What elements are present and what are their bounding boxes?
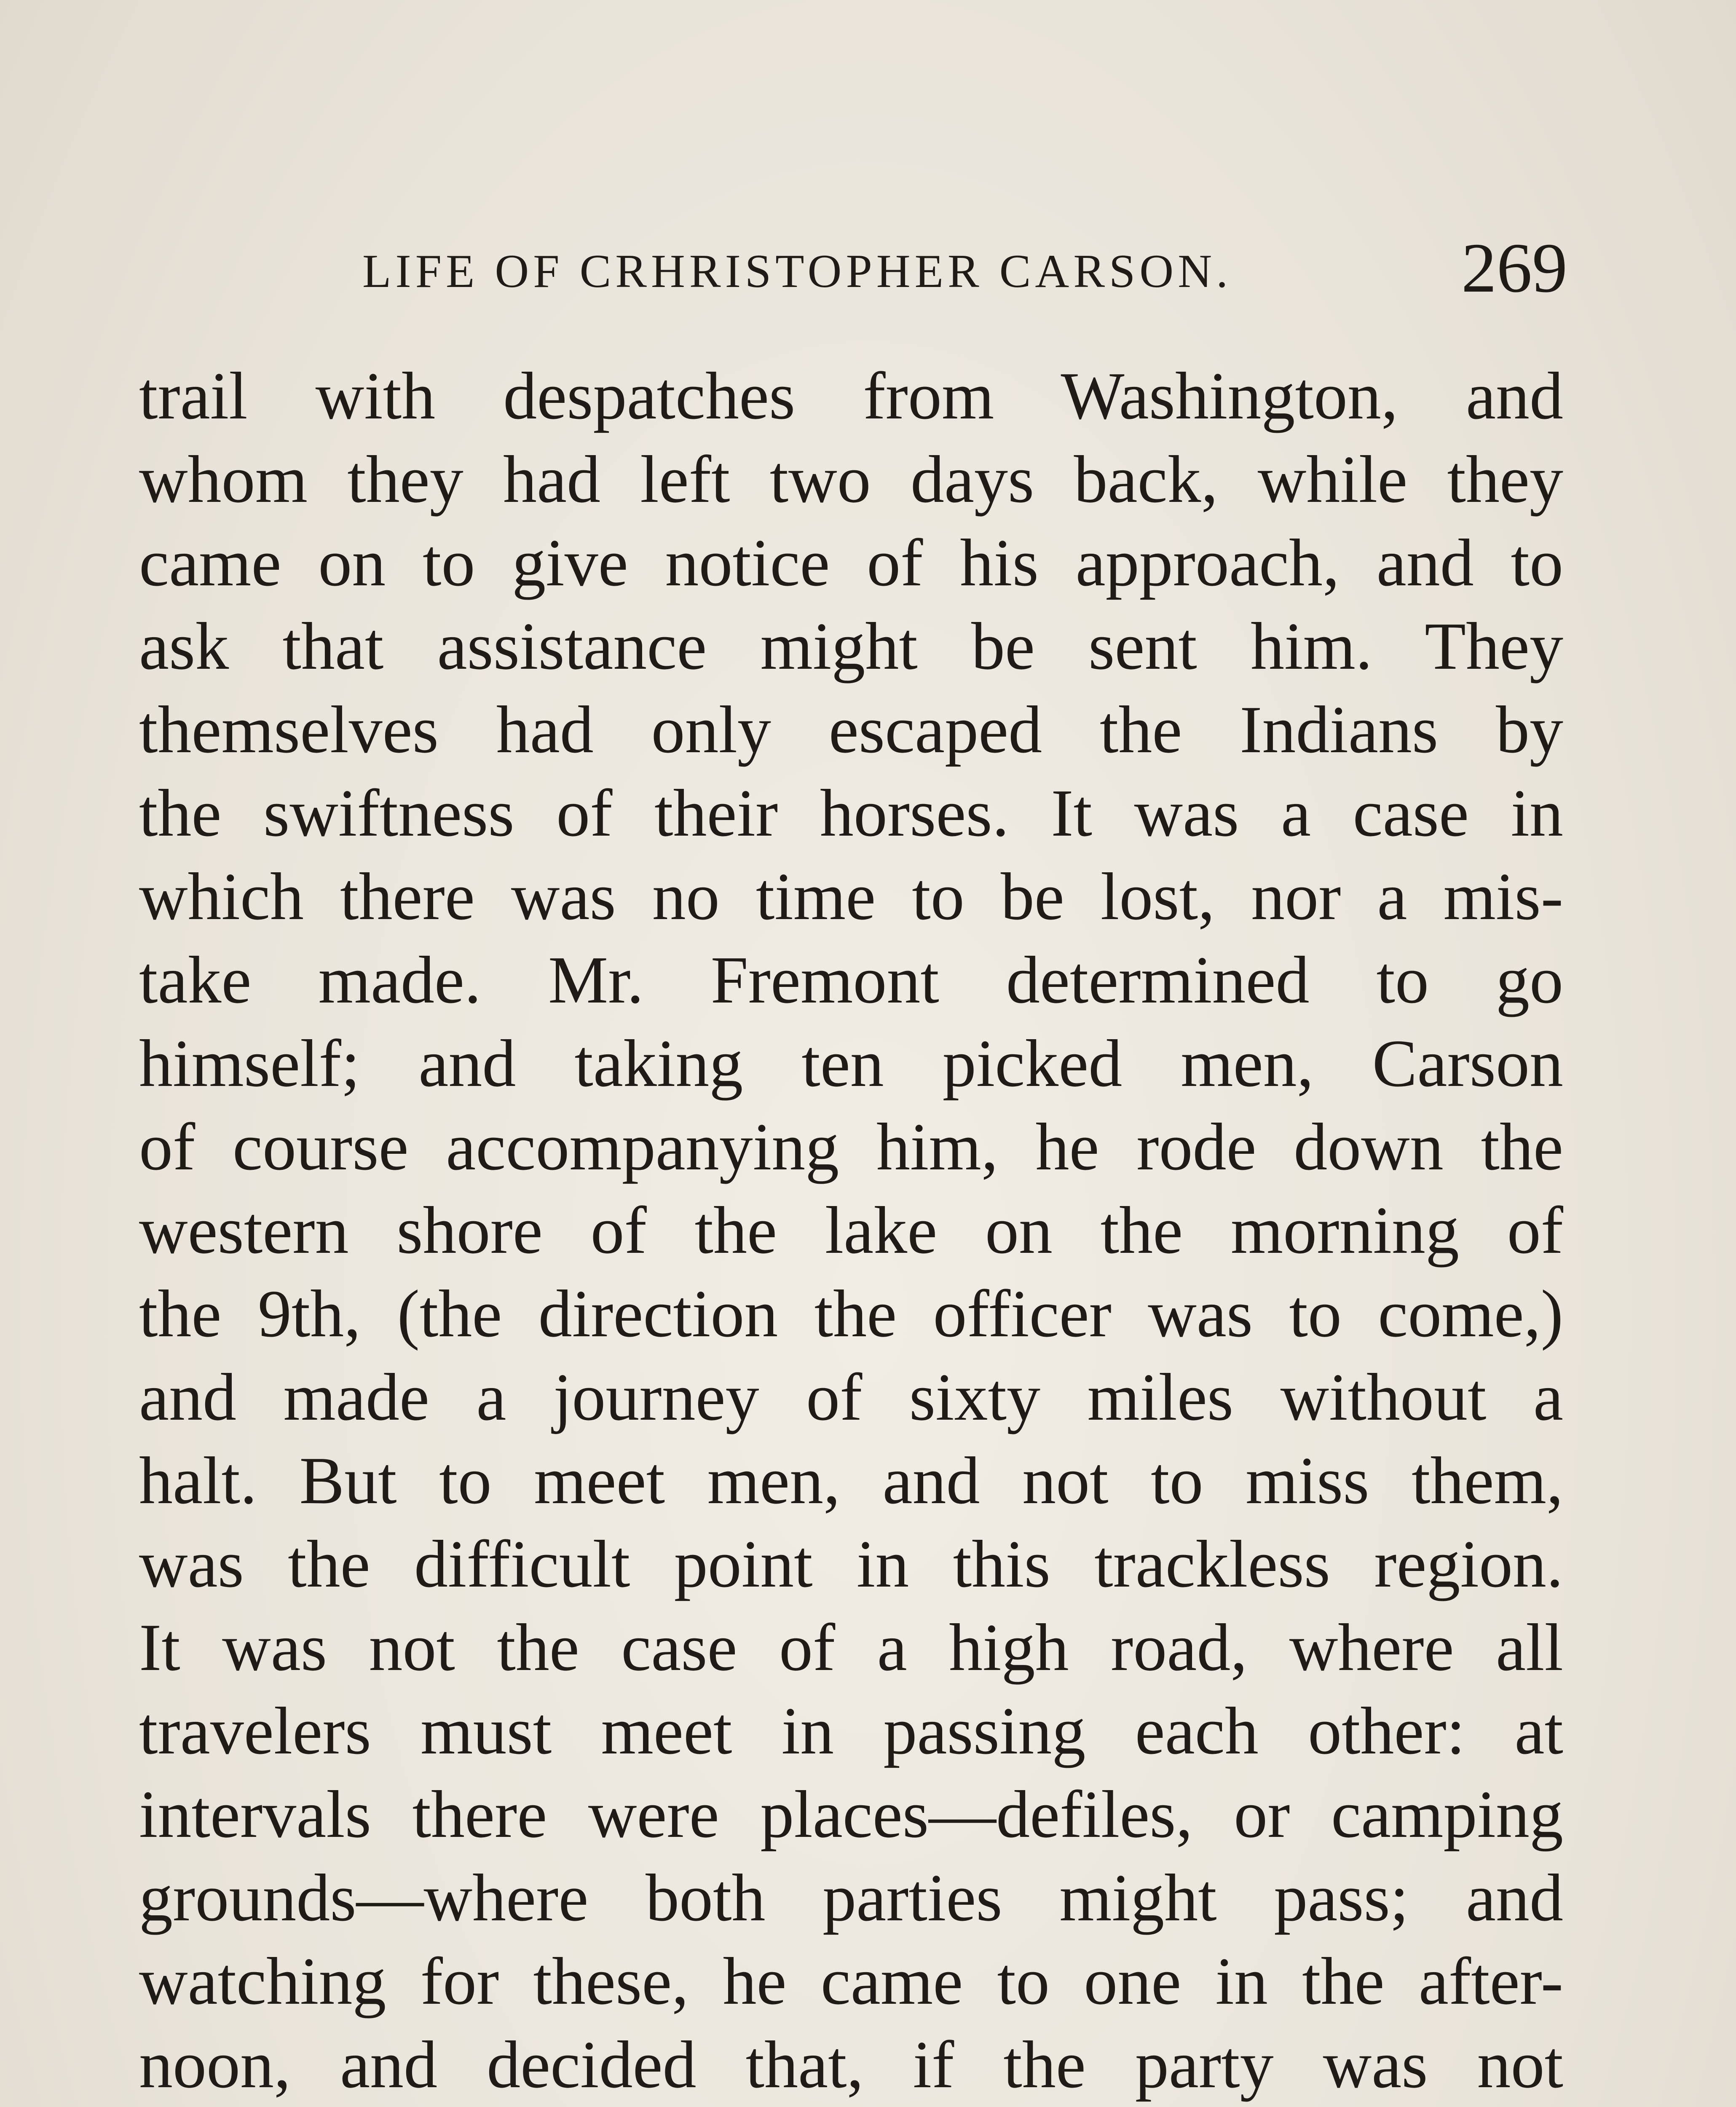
running-title: LIFE OF CRHRISTOPHER CARSON. <box>362 245 1232 298</box>
text-line: It was not the case of a high road, where all <box>139 1610 1563 1685</box>
text-line: trail with despatches from Washington, and <box>139 358 1563 433</box>
text-line: was the difficult point in this trackless region. <box>139 1526 1563 1601</box>
text-line: noon, and decided that, if the party was not <box>139 2027 1563 2102</box>
running-head <box>362 228 1567 312</box>
text-line: grounds—where both parties might pass; and <box>139 1860 1563 1935</box>
text-line: himself; and taking ten picked men, Carson <box>139 1026 1563 1101</box>
text-line: intervals there were places—defiles, or camping <box>139 1777 1563 1852</box>
page-number: 269 <box>1461 229 1567 307</box>
body-text <box>139 354 1563 2107</box>
text-line: the swiftness of their horses. It was a case in <box>139 775 1563 850</box>
text-line: watching for these, he came to one in the after- <box>139 1943 1563 2019</box>
text-line: of course accompanying him, he rode down the <box>139 1109 1563 1184</box>
text-line: and made a journey of sixty miles without a <box>139 1359 1563 1434</box>
text-line: halt. But to meet men, and not to miss them, <box>139 1443 1563 1518</box>
text-line: came on to give notice of his approach, and to <box>139 525 1563 600</box>
text-line: ask that assistance might be sent him. They <box>139 609 1563 684</box>
text-line: travelers must meet in passing each other: at <box>139 1693 1563 1768</box>
text-line: the 9th, (the direction the officer was to come,) <box>139 1276 1563 1351</box>
text-line: take made. Mr. Fremont determined to go <box>139 942 1563 1017</box>
text-line: whom they had left two days back, while they <box>139 442 1563 517</box>
text-line: themselves had only escaped the Indians by <box>139 692 1563 767</box>
text-line: western shore of the lake on the morning of <box>139 1193 1563 1268</box>
text-line: which there was no time to be lost, nor a mis- <box>139 859 1563 934</box>
